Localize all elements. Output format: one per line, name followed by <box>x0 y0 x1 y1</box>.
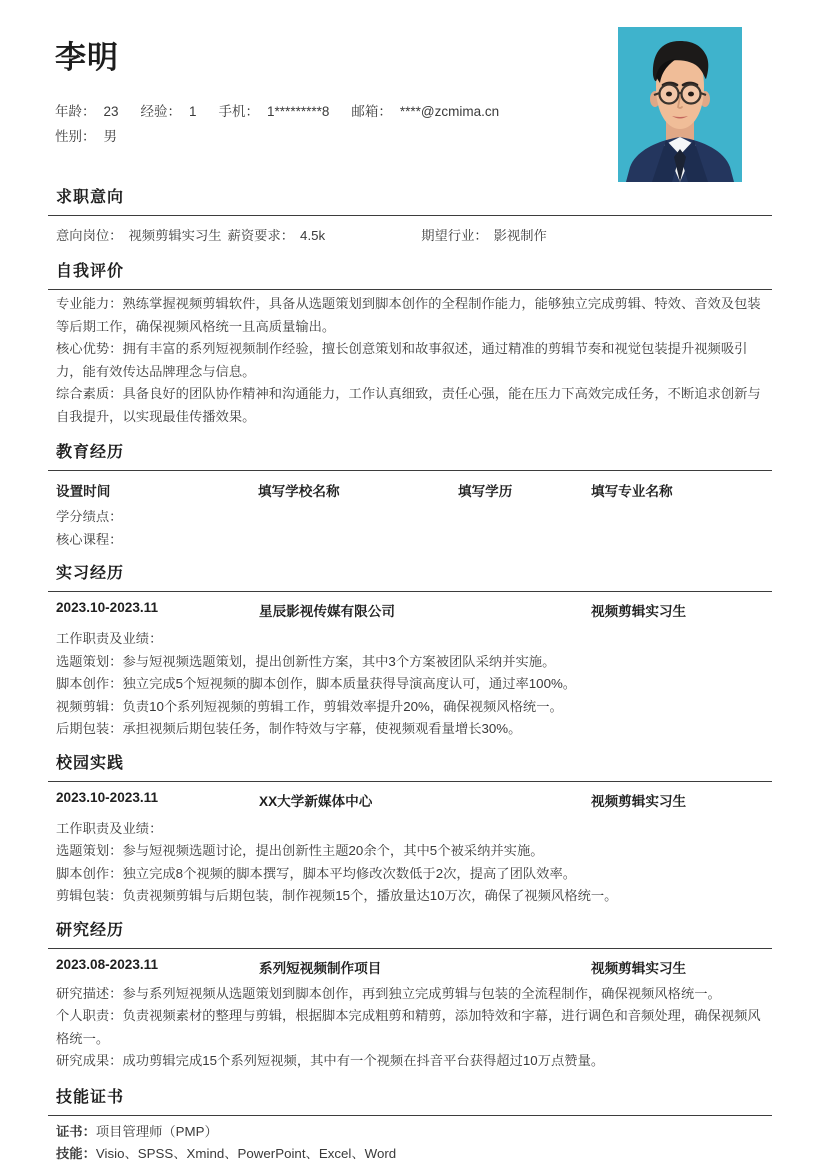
skill-label: 技能： <box>56 1146 96 1161</box>
section-title-education: 教育经历 <box>56 444 125 461</box>
field-experience-value: 1 <box>189 104 197 119</box>
section-campus-practice <box>48 753 772 908</box>
section-title-research: 研究经历 <box>56 921 125 939</box>
certificate-line <box>56 1121 772 1144</box>
internship-details <box>48 624 772 741</box>
intent-position-value: 视频剪辑实习生 <box>128 228 222 243</box>
resume-header <box>48 0 772 185</box>
education-column-headers <box>48 471 772 502</box>
self-evaluation-paragraph: 综合素质：具备良好的团队协作精神和沟通能力，工作认真细致，责任心强，能在压力下高效完成任务，不断追求创新与自我提升，以实现最佳传播效果。 <box>56 386 761 424</box>
field-age-value: 23 <box>103 104 119 119</box>
section-title-campus-practice: 校园实践 <box>56 754 125 772</box>
internship-date: 2023.10-2023.11 <box>56 600 159 615</box>
avatar-portrait-icon <box>618 27 742 182</box>
field-email <box>351 99 499 124</box>
page-title: 李明 <box>55 40 119 75</box>
research-line: 研究描述：参与系列短视频从选题策划到脚本创作，再到独立完成剪辑与包装的全流程制作，确保视频风格统一。 <box>56 985 721 1001</box>
field-experience-label: 经验： <box>140 104 182 119</box>
research-line: 研究成果：成功剪辑完成15个系列短视频，其中有一个视频在抖音平台获得超过10万点赞量。 <box>56 1053 605 1068</box>
internship-entry-header <box>48 592 772 624</box>
campus-entry-header <box>48 782 772 814</box>
internship-company: 星辰影视传媒有限公司 <box>259 604 395 619</box>
campus-line: 剪辑包装：负责视频剪辑与后期包装，制作视频15个，播放量达10万次，确保了视频风格统一。 <box>56 888 618 903</box>
skill-value: Visio、SPSS、Xmind、PowerPoint、Excel、Word <box>95 1146 397 1161</box>
job-intent-row <box>48 216 772 247</box>
research-entry-header <box>48 949 772 981</box>
skills-details <box>48 1116 772 1166</box>
self-evaluation-body <box>48 290 772 428</box>
field-experience <box>141 99 197 124</box>
field-phone-value: 1*********8 <box>267 104 330 119</box>
intent-industry <box>421 225 547 247</box>
section-education <box>48 442 772 551</box>
research-line: 个人职责：负责视频素材的整理与剪辑，根据脚本完成粗剪和精剪，添加特效和字幕，进行调色和音频处理，确保视频风格统一。 <box>56 1008 761 1046</box>
education-col-time: 设置时间 <box>56 484 111 499</box>
internship-line: 工作职责及业绩： <box>56 631 163 646</box>
research-date: 2023.08-2023.11 <box>56 956 159 972</box>
internship-line: 视频剪辑：负责10个系列短视频的剪辑工作，剪辑效率提升20%，确保视频风格统一。 <box>56 698 563 714</box>
education-details <box>48 502 772 551</box>
certificate-value: 项目管理师（PMP） <box>95 1123 218 1139</box>
field-age-label: 年龄： <box>55 104 96 119</box>
campus-details <box>48 814 772 908</box>
section-research <box>48 920 772 1073</box>
section-title-skills-certificates: 技能证书 <box>56 1088 125 1106</box>
education-col-major: 填写专业名称 <box>591 484 673 499</box>
self-evaluation-paragraph: 专业能力：熟练掌握视频剪辑软件，具备从选题策划到脚本创作的全程制作能力，能够独立完成剪辑、特效、音效及包装等后期工作，确保视频风格统一且高质量输出。 <box>56 296 761 334</box>
intent-position <box>56 225 222 247</box>
campus-line: 工作职责及业绩： <box>56 820 163 836</box>
field-phone <box>219 99 330 124</box>
internship-line: 后期包装：承担视频后期包装任务，制作特效与字幕，使视频观看量增长30%。 <box>56 721 522 736</box>
field-gender-value: 男 <box>103 129 117 144</box>
field-gender <box>55 124 117 149</box>
field-email-label: 邮箱： <box>351 104 392 119</box>
section-title-self-evaluation: 自我评价 <box>56 263 125 280</box>
internship-line: 选题策划：参与短视频选题策划，提出创新性方案，其中3个方案被团队采纳并实施。 <box>56 653 556 669</box>
campus-organization: XX大学新媒体中心 <box>259 793 373 809</box>
section-job-intent <box>48 187 772 247</box>
campus-line: 选题策划：参与短视频选题讨论，提出创新性主题20余个，其中5个被采纳并实施。 <box>56 843 544 858</box>
education-col-degree: 填写学历 <box>458 484 513 499</box>
intent-salary-value: 4.5k <box>300 228 326 243</box>
campus-line: 脚本创作：独立完成8个视频的脚本撰写，脚本平均修改次数低于2次，提高了团队效率。 <box>56 865 577 881</box>
education-gpa-label: 学分绩点： <box>56 509 123 524</box>
avatar <box>618 27 742 182</box>
self-evaluation-paragraph: 核心优势：拥有丰富的系列短视频制作经验，擅长创意策划和故事叙述，通过精准的剪辑节奏和视觉包装提升视频吸引力，能有效传达品牌理念与信息。 <box>56 341 748 379</box>
skill-line <box>56 1143 772 1166</box>
section-skills-certificates <box>48 1087 772 1166</box>
intent-salary <box>228 225 326 247</box>
section-internship <box>48 563 772 741</box>
campus-role: 视频剪辑实习生 <box>591 793 687 809</box>
section-title-job-intent: 求职意向 <box>56 189 125 206</box>
campus-date: 2023.10-2023.11 <box>56 789 159 805</box>
intent-industry-value: 影视制作 <box>493 228 547 243</box>
field-gender-label: 性别： <box>55 129 96 144</box>
field-age <box>55 99 119 124</box>
internship-role: 视频剪辑实习生 <box>591 604 687 619</box>
certificate-label: 证书： <box>56 1123 96 1139</box>
research-details <box>48 981 772 1073</box>
intent-position-label: 意向岗位： <box>56 228 123 243</box>
field-email-value: ****@zcmima.cn <box>399 104 500 119</box>
section-self-evaluation <box>48 261 772 428</box>
intent-industry-label: 期望行业： <box>421 228 488 243</box>
research-role: 视频剪辑实习生 <box>591 960 687 976</box>
education-courses-label: 核心课程： <box>56 531 123 547</box>
research-project: 系列短视频制作项目 <box>259 960 382 976</box>
intent-salary-label: 薪资要求： <box>227 228 295 243</box>
internship-line: 脚本创作：独立完成5个短视频的脚本创作，脚本质量获得导演高度认可，通过率100%。 <box>56 676 577 691</box>
section-title-internship: 实习经历 <box>56 565 125 582</box>
education-col-school: 填写学校名称 <box>258 484 340 499</box>
field-phone-label: 手机： <box>218 104 260 119</box>
